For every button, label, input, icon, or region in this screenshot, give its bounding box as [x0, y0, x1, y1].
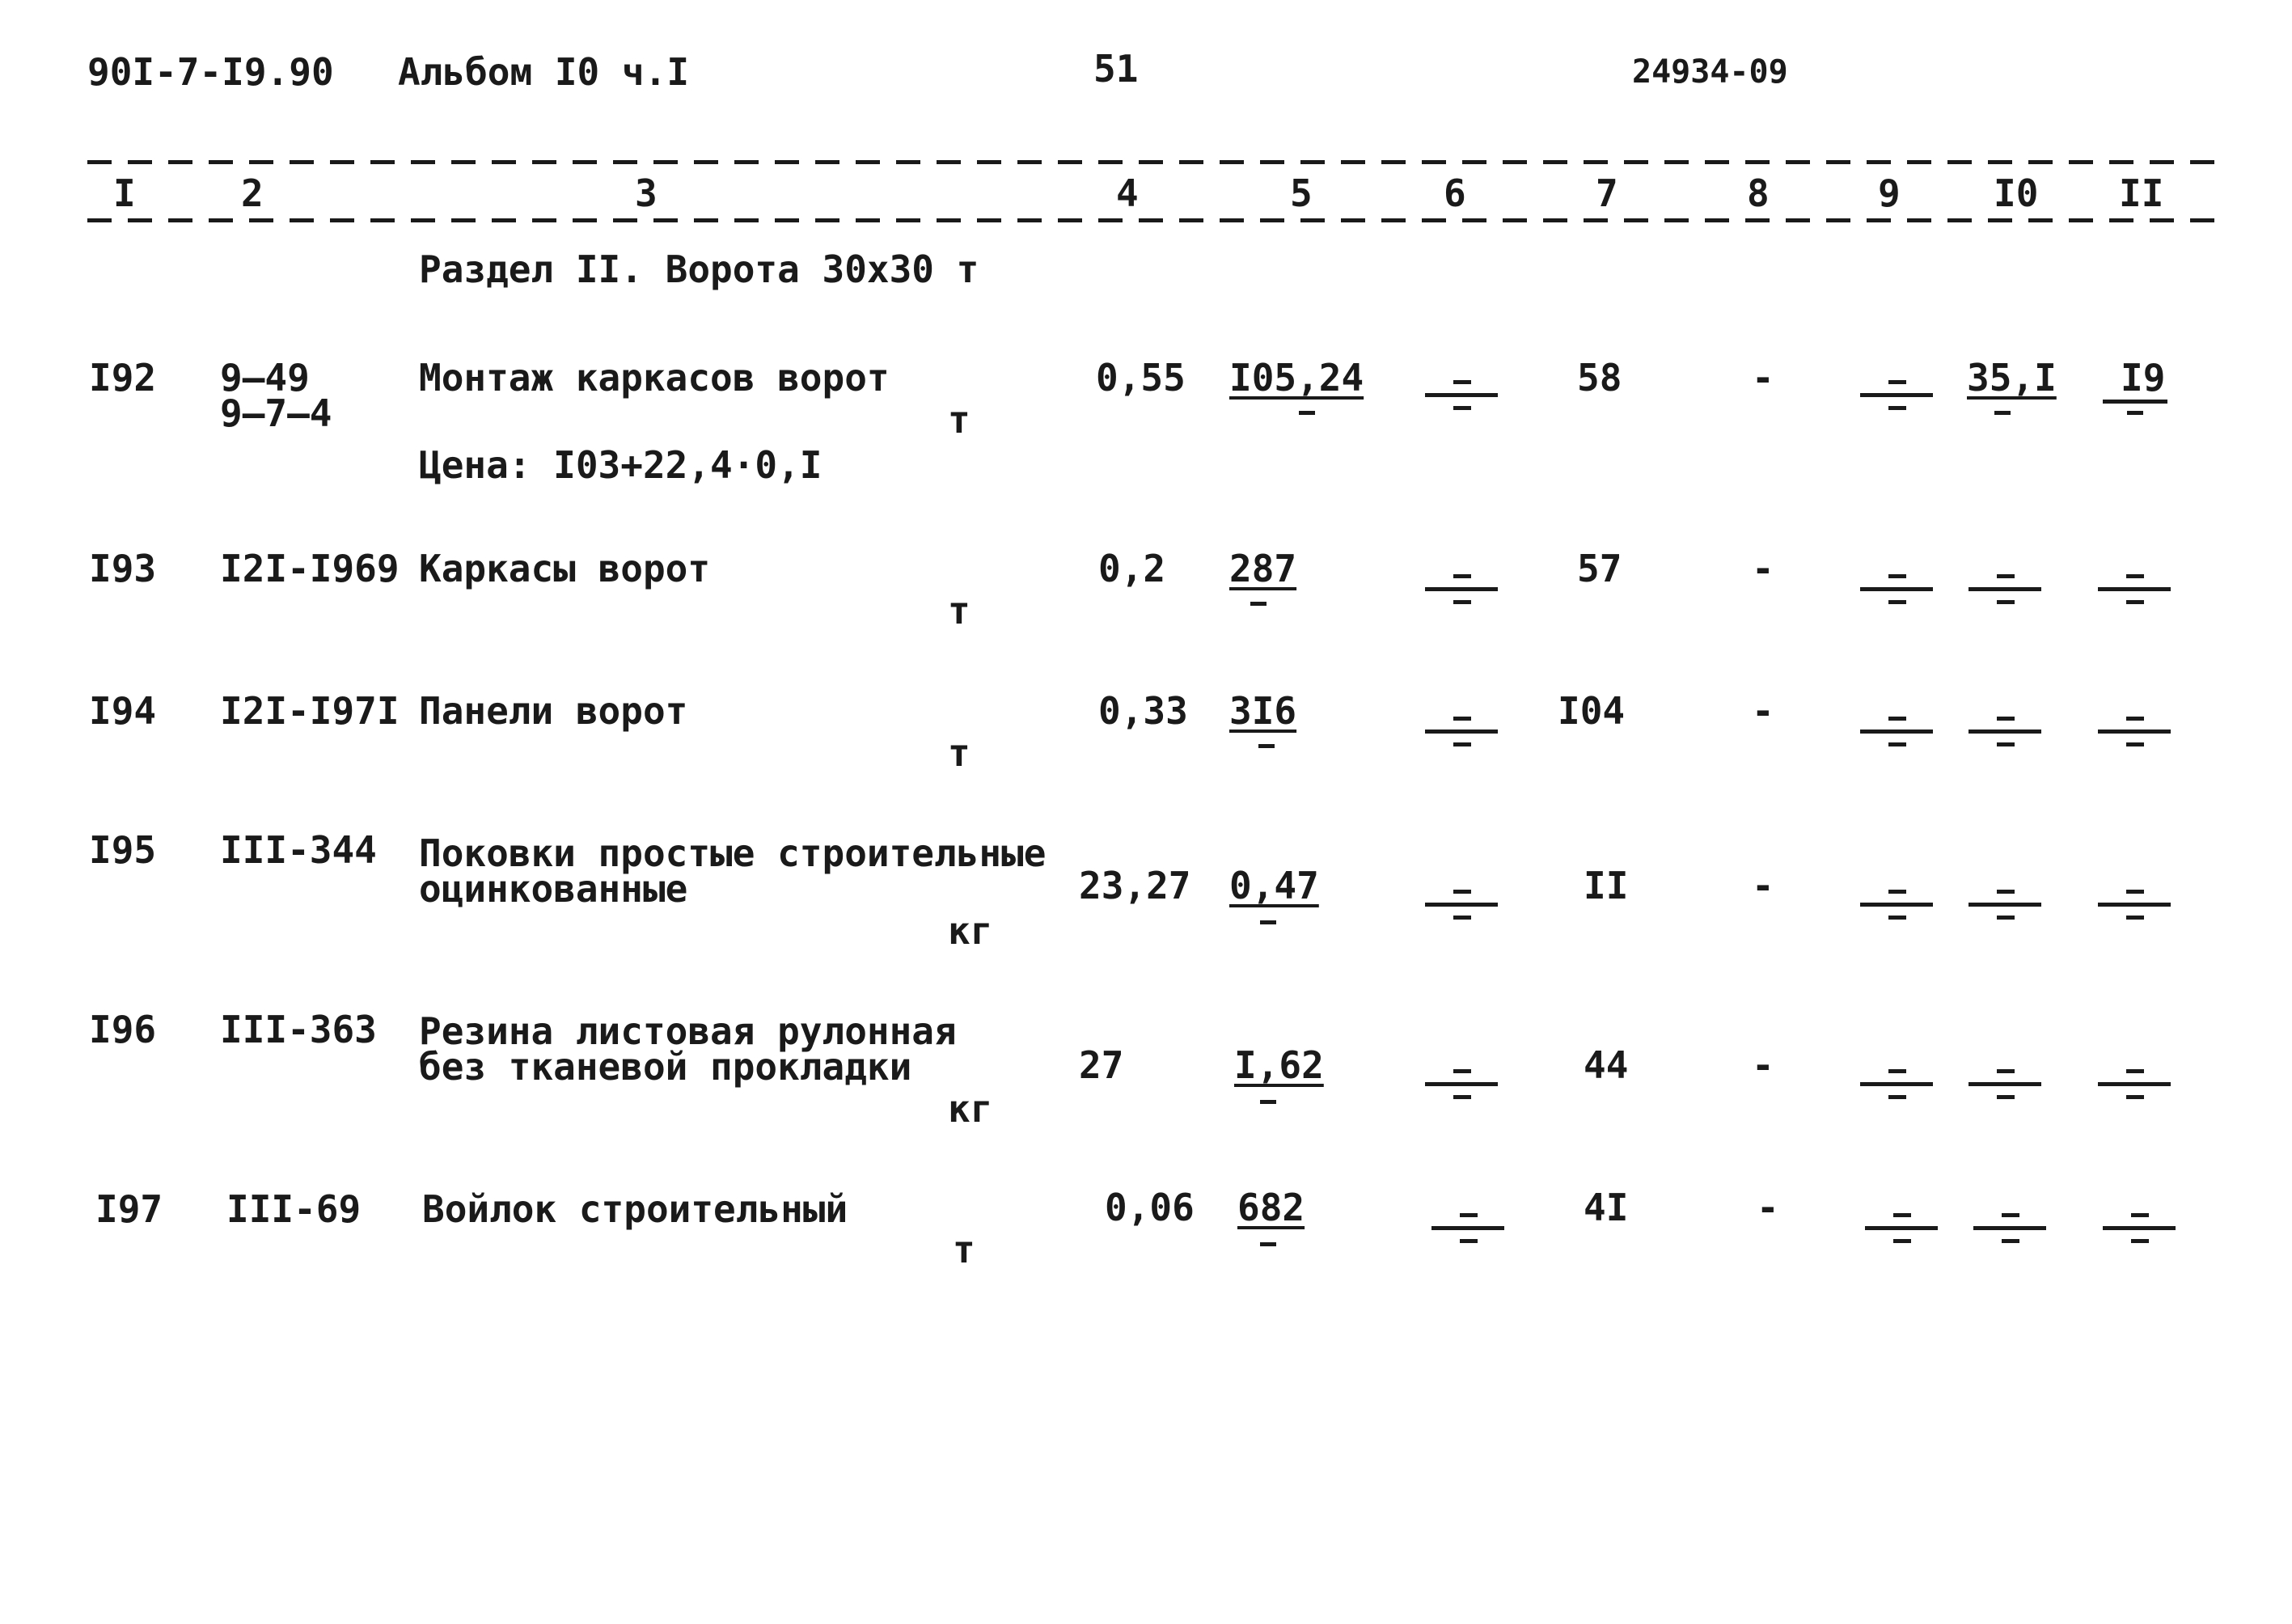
- dash-mark: [1299, 411, 1315, 415]
- quantity: 0,2: [1098, 547, 1166, 590]
- fraction-dash: [1425, 566, 1498, 615]
- fraction-dash: [1425, 1061, 1498, 1110]
- fraction-dash: [2098, 566, 2171, 615]
- fraction-dash: [1860, 566, 1933, 615]
- col8-value: -: [1752, 1043, 1774, 1087]
- item-name: Монтаж каркасов ворот: [419, 356, 890, 400]
- norm-code: III-69: [226, 1187, 362, 1231]
- col11-value: I9: [2121, 356, 2166, 400]
- dash-mark: [1258, 744, 1275, 748]
- fraction-dash: [1860, 708, 1933, 757]
- norm-code: III-344: [220, 828, 377, 872]
- fraction-dash: [1860, 372, 1933, 421]
- row-number: I97: [95, 1187, 163, 1231]
- page-number: 51: [1093, 47, 1139, 91]
- col10-value: 35,I: [1967, 356, 2057, 400]
- row-number: I96: [89, 1008, 157, 1051]
- col8-value: -: [1752, 356, 1774, 400]
- labor-value: 44: [1584, 1043, 1629, 1087]
- unit-price: 682: [1237, 1186, 1305, 1229]
- fraction-dash: [1425, 708, 1498, 757]
- quantity: 0,06: [1105, 1186, 1195, 1229]
- fraction-dash: [1431, 1205, 1504, 1254]
- item-name: Поковки простые строительные: [419, 831, 1047, 875]
- dash-mark: [1250, 602, 1267, 606]
- unit-price: 0,47: [1229, 864, 1319, 907]
- row-number: I92: [89, 356, 157, 400]
- col8-value: -: [1752, 689, 1774, 733]
- fraction-dash: [1865, 1205, 1938, 1254]
- unit-label: т: [948, 589, 971, 632]
- underline-mark: [2103, 400, 2167, 404]
- column-header: 2: [241, 171, 264, 215]
- row-number: I94: [89, 689, 157, 733]
- norm-code: I2I-I97I: [220, 689, 400, 733]
- unit-price: 3I6: [1229, 689, 1297, 733]
- item-name: Резина листовая рулонная: [419, 1009, 957, 1053]
- col8-value: -: [1757, 1186, 1779, 1229]
- column-header: 8: [1747, 171, 1770, 215]
- unit-label: кг: [948, 1087, 993, 1131]
- unit-label: т: [953, 1228, 975, 1271]
- fraction-dash: [1968, 708, 2041, 757]
- norm-code: I2I-I969: [220, 547, 400, 590]
- dash-mark: [2127, 411, 2143, 415]
- labor-value: II: [1584, 864, 1629, 907]
- quantity: 23,27: [1079, 864, 1191, 907]
- album-title: Альбом I0 ч.I: [398, 50, 690, 94]
- labor-value: I04: [1558, 689, 1626, 733]
- column-header: 4: [1116, 171, 1139, 215]
- section-title: Раздел II. Ворота 30х30 т: [419, 247, 979, 291]
- unit-price: I05,24: [1229, 356, 1364, 400]
- col8-value: -: [1752, 547, 1774, 590]
- row-number: I95: [89, 828, 157, 872]
- column-header: I0: [1994, 171, 2039, 215]
- fraction-dash: [1860, 1061, 1933, 1110]
- column-header: 7: [1596, 171, 1618, 215]
- fraction-dash: [1968, 882, 2041, 930]
- norm-code: 9–49: [220, 356, 310, 400]
- quantity: 27: [1079, 1043, 1124, 1087]
- fraction-dash: [2098, 708, 2171, 757]
- item-name-cont: оцинкованные: [419, 867, 688, 911]
- dash-mark: [1994, 411, 2011, 415]
- norm-code: 9–7–4: [220, 391, 332, 435]
- fraction-dash: [2103, 1205, 2176, 1254]
- norm-code: III-363: [220, 1008, 377, 1051]
- fraction-dash: [1973, 1205, 2046, 1254]
- unit-label: т: [948, 398, 971, 442]
- item-name: Панели ворот: [419, 689, 688, 733]
- labor-value: 57: [1577, 547, 1622, 590]
- column-header: II: [2119, 171, 2164, 215]
- column-header: 5: [1290, 171, 1313, 215]
- dash-mark: [1260, 1100, 1276, 1104]
- fraction-dash: [1860, 882, 1933, 930]
- column-header: 6: [1444, 171, 1466, 215]
- price-note: Цена: I03+22,4·0,I: [419, 443, 822, 487]
- column-header: 3: [635, 171, 658, 215]
- item-name: Каркасы ворот: [419, 547, 711, 590]
- fraction-dash: [2098, 1061, 2171, 1110]
- column-header: I: [113, 171, 136, 215]
- unit-price: I,62: [1234, 1043, 1324, 1087]
- dash-mark: [1260, 920, 1276, 924]
- fraction-dash: [1968, 566, 2041, 615]
- labor-value: 4I: [1584, 1186, 1629, 1229]
- unit-label: т: [948, 731, 971, 775]
- quantity: 0,33: [1098, 689, 1188, 733]
- fraction-dash: [2098, 882, 2171, 930]
- fraction-dash: [1968, 1061, 2041, 1110]
- unit-label: кг: [948, 909, 993, 953]
- unit-price: 287: [1229, 547, 1297, 590]
- col8-value: -: [1752, 864, 1774, 907]
- column-header: 9: [1878, 171, 1901, 215]
- labor-value: 58: [1577, 356, 1622, 400]
- row-number: I93: [89, 547, 157, 590]
- dash-mark: [1260, 1242, 1276, 1246]
- document-code: 90I-7-I9.90: [87, 50, 334, 94]
- header-bottom-rule: [87, 218, 2214, 222]
- fraction-dash: [1425, 372, 1498, 421]
- item-name: Войлок строительный: [422, 1187, 848, 1231]
- header-top-rule: [87, 160, 2214, 164]
- quantity: 0,55: [1096, 356, 1186, 400]
- fraction-dash: [1425, 882, 1498, 930]
- inventory-number: 24934-09: [1632, 53, 1788, 91]
- item-name-cont: без тканевой прокладки: [419, 1045, 912, 1089]
